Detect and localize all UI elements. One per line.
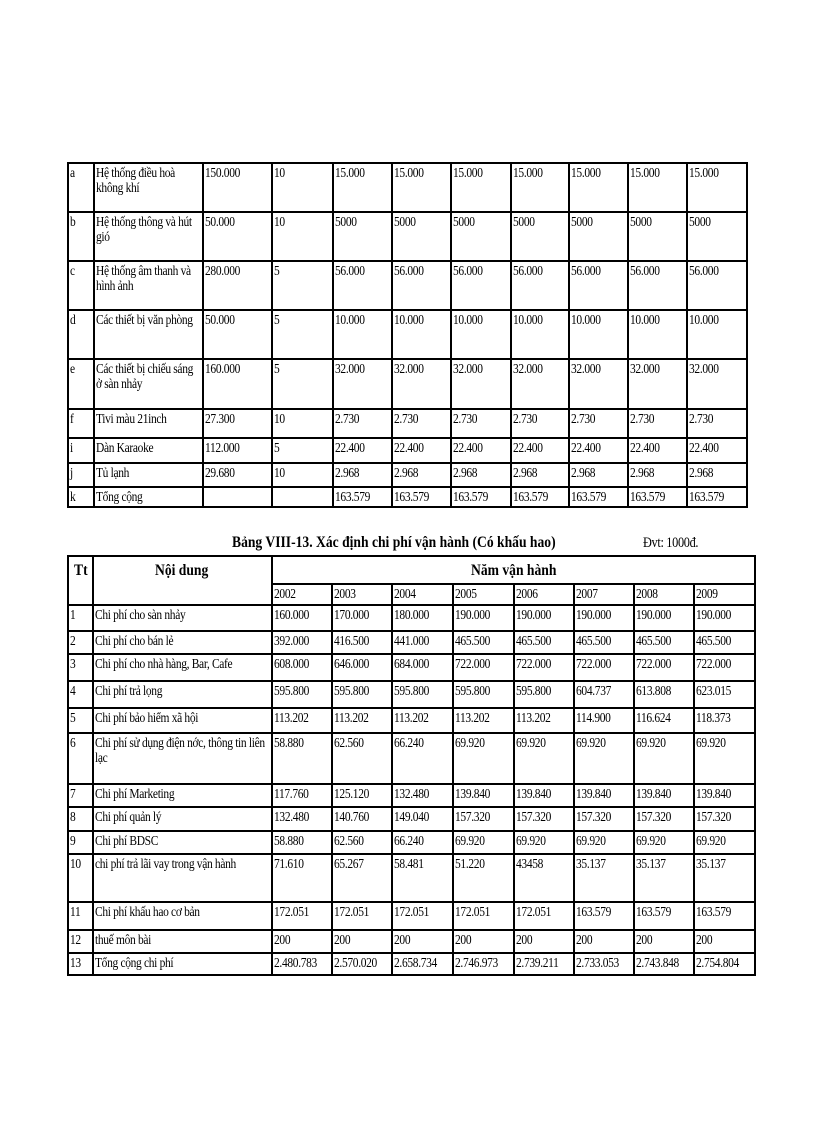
table-cell: 62.560 — [334, 834, 364, 849]
table-cell: 2.739.211 — [516, 956, 559, 971]
table-cell: 2.730 — [453, 412, 478, 427]
table-cell: 139.840 — [696, 787, 732, 802]
table-cell: 2.968 — [571, 466, 596, 481]
row-label: thuế môn bài — [95, 933, 152, 948]
table-cell: 2.754.804 — [696, 956, 739, 971]
table-cell: 595.800 — [334, 684, 370, 699]
row-label: Chi phí sử dụng điện nớc, thông tin liên lạc — [95, 736, 265, 766]
grid-line — [67, 358, 748, 360]
table-cell: 1 — [70, 608, 76, 623]
table-cell: 2 — [70, 634, 76, 649]
table-cell: 12 — [70, 933, 81, 948]
grid-line — [67, 408, 748, 410]
column-header-content: Nội dung — [155, 562, 209, 579]
row-label: Các thiết bị văn phòng — [96, 313, 193, 328]
table-cell: 2.968 — [335, 466, 360, 481]
table-cell: 10.000 — [335, 313, 365, 328]
grid-line — [391, 162, 393, 508]
table-cell: 190.000 — [516, 608, 552, 623]
table-cell: 646.000 — [334, 657, 370, 672]
table-cell: 157.320 — [455, 810, 491, 825]
table-cell: 10 — [274, 166, 285, 181]
table-cell: 69.920 — [516, 834, 546, 849]
table-cell: 2.730 — [513, 412, 538, 427]
table-cell: 15.000 — [689, 166, 719, 181]
table-cell: 62.560 — [334, 736, 364, 751]
table-cell: 190.000 — [636, 608, 672, 623]
table-cell: 465.500 — [636, 634, 672, 649]
table-cell: 139.840 — [455, 787, 491, 802]
table-cell: 56.000 — [630, 264, 660, 279]
table-cell: 11 — [70, 905, 81, 920]
table-cell: 15.000 — [630, 166, 660, 181]
grid-line — [510, 162, 512, 508]
table-cell: 163.579 — [571, 490, 607, 505]
table-cell: 3 — [70, 657, 76, 672]
table-cell: i — [70, 441, 73, 456]
table-cell: 15.000 — [335, 166, 365, 181]
table-cell: 172.051 — [334, 905, 370, 920]
row-label: Tủ lạnh — [96, 466, 130, 481]
table-cell: 280.000 — [205, 264, 241, 279]
table-cell: 140.760 — [334, 810, 370, 825]
table-cell: 595.800 — [516, 684, 552, 699]
table-cell: 190.000 — [576, 608, 612, 623]
grid-line — [67, 506, 748, 508]
year-header: 2006 — [516, 587, 538, 602]
table-cell: 160.000 — [205, 362, 241, 377]
grid-line — [67, 974, 756, 976]
grid-line — [391, 583, 393, 976]
grid-line — [67, 462, 748, 464]
table-cell: 7 — [70, 787, 76, 802]
grid-line — [754, 555, 756, 976]
table-cell: 56.000 — [394, 264, 424, 279]
row-label: Hệ thống thông và hút gió — [96, 215, 192, 245]
table-cell: 4 — [70, 684, 76, 699]
table-cell: 200 — [516, 933, 533, 948]
grid-line — [67, 952, 756, 954]
table-cell: 595.800 — [455, 684, 491, 699]
table-cell: 2.730 — [689, 412, 714, 427]
table-cell: 5000 — [335, 215, 357, 230]
table-cell: 116.624 — [636, 711, 671, 726]
table-cell: j — [70, 466, 73, 481]
table-cell: 5000 — [513, 215, 535, 230]
table-cell: 69.920 — [516, 736, 546, 751]
row-label: Chi phí trả lọng — [95, 684, 163, 699]
table-cell: 71.610 — [274, 857, 304, 872]
table-cell: 139.840 — [636, 787, 672, 802]
table-cell: 10.000 — [513, 313, 543, 328]
table-cell: 65.267 — [334, 857, 364, 872]
table-cell: 66.240 — [394, 834, 424, 849]
table-cell: 465.500 — [455, 634, 491, 649]
table-cell: 15.000 — [513, 166, 543, 181]
table-cell: 113.202 — [394, 711, 429, 726]
table-cell: 10.000 — [453, 313, 483, 328]
grid-line — [573, 583, 575, 976]
table-cell: 180.000 — [394, 608, 430, 623]
table-cell: 684.000 — [394, 657, 430, 672]
row-label: Chi phí Marketing — [95, 787, 175, 802]
table-cell: 10.000 — [394, 313, 424, 328]
row-label: Chi phí quản lý — [95, 810, 162, 825]
grid-line — [746, 162, 748, 508]
table-cell: 722.000 — [516, 657, 552, 672]
table-cell: 10 — [70, 857, 81, 872]
table-cell: 163.579 — [394, 490, 430, 505]
table-cell: 15.000 — [571, 166, 601, 181]
year-header: 2007 — [576, 587, 598, 602]
table-cell: 32.000 — [394, 362, 424, 377]
unit-label: Đvt: 1000đ. — [643, 535, 699, 551]
table-cell: 160.000 — [274, 608, 310, 623]
table-cell: 113.202 — [334, 711, 369, 726]
year-header: 2008 — [636, 587, 658, 602]
table-cell: 10.000 — [571, 313, 601, 328]
grid-line — [633, 583, 635, 976]
table-cell: 172.051 — [394, 905, 430, 920]
table-cell: 200 — [696, 933, 713, 948]
table-cell: 56.000 — [453, 264, 483, 279]
table-cell: 722.000 — [576, 657, 612, 672]
table-cell: 157.320 — [576, 810, 612, 825]
grid-line — [271, 555, 273, 976]
table-cell: 157.320 — [696, 810, 732, 825]
table-cell: 608.000 — [274, 657, 310, 672]
table-cell: 112.000 — [205, 441, 240, 456]
table-cell: 157.320 — [636, 810, 672, 825]
table-cell: 5 — [274, 441, 280, 456]
table-cell: 2.968 — [630, 466, 655, 481]
table-cell: 5000 — [630, 215, 652, 230]
table-cell: 190.000 — [455, 608, 491, 623]
year-header: 2003 — [334, 587, 356, 602]
table-cell: 69.920 — [696, 834, 726, 849]
table-cell: 69.920 — [576, 736, 606, 751]
table-cell: 35.137 — [576, 857, 606, 872]
grid-line — [67, 707, 756, 709]
table-cell: 170.000 — [334, 608, 370, 623]
table-cell: 22.400 — [335, 441, 365, 456]
table-cell: d — [70, 313, 76, 328]
table-cell: e — [70, 362, 75, 377]
table-cell: 2.968 — [689, 466, 714, 481]
table-cell: 69.920 — [696, 736, 726, 751]
grid-line — [67, 929, 756, 931]
column-header-tt: Tt — [74, 562, 88, 579]
grid-line — [67, 555, 69, 976]
table-cell: 2.480.783 — [274, 956, 317, 971]
table-cell: 56.000 — [335, 264, 365, 279]
table-cell: 2.658.734 — [394, 956, 437, 971]
row-label: Chi phí cho nhà hàng, Bar, Cafe — [95, 657, 233, 672]
table-cell: 613.808 — [636, 684, 672, 699]
table-cell: 22.400 — [571, 441, 601, 456]
grid-line — [568, 162, 570, 508]
table-cell: 200 — [334, 933, 351, 948]
table-cell: 69.920 — [576, 834, 606, 849]
grid-line — [331, 583, 333, 976]
table-cell: 2.968 — [513, 466, 538, 481]
table-cell: 27.300 — [205, 412, 235, 427]
row-label: Hệ thống âm thanh và hình ảnh — [96, 264, 191, 294]
year-header: 2009 — [696, 587, 718, 602]
table-cell: 58.481 — [394, 857, 424, 872]
table-cell: 2.730 — [630, 412, 655, 427]
table-cell: 56.000 — [513, 264, 543, 279]
grid-line — [67, 680, 756, 682]
row-label: Các thiết bị chiếu sáng ở sàn nhảy — [96, 362, 194, 392]
grid-line — [67, 437, 748, 439]
table-cell: 32.000 — [689, 362, 719, 377]
table-cell: 163.579 — [453, 490, 489, 505]
table-cell: 190.000 — [696, 608, 732, 623]
table-cell: 163.579 — [335, 490, 371, 505]
grid-line — [67, 853, 756, 855]
row-label: Tổng cộng — [96, 490, 143, 505]
table-cell: 595.800 — [394, 684, 430, 699]
table-cell: 200 — [576, 933, 593, 948]
table-cell: 15.000 — [394, 166, 424, 181]
table-cell: 416.500 — [334, 634, 370, 649]
table-cell: 113.202 — [516, 711, 551, 726]
row-label: Chi phí bảo hiểm xã hội — [95, 711, 199, 726]
table-cell: 10.000 — [689, 313, 719, 328]
table-cell: 8 — [70, 810, 76, 825]
table-cell: 172.051 — [274, 905, 310, 920]
table-cell: 50.000 — [205, 313, 235, 328]
year-header: 2002 — [274, 587, 296, 602]
grid-line — [693, 583, 695, 976]
table-cell: 69.920 — [455, 736, 485, 751]
table-cell: 722.000 — [455, 657, 491, 672]
table-cell: 118.373 — [696, 711, 731, 726]
grid-line — [67, 555, 756, 557]
grid-line — [67, 309, 748, 311]
table-cell: b — [70, 215, 76, 230]
table-cell: 50.000 — [205, 215, 235, 230]
table-cell: 22.400 — [453, 441, 483, 456]
row-label: Dàn Karaoke — [96, 441, 154, 456]
table-cell: 200 — [394, 933, 411, 948]
table-cell: 2.968 — [453, 466, 478, 481]
table-cell: 32.000 — [630, 362, 660, 377]
table-cell: 157.320 — [516, 810, 552, 825]
row-label: Chi phí BDSC — [95, 834, 159, 849]
table-cell: 66.240 — [394, 736, 424, 751]
grid-line — [92, 555, 94, 976]
table-cell: 69.920 — [636, 736, 666, 751]
grid-line — [67, 211, 748, 213]
grid-line — [67, 901, 756, 903]
table-cell: 69.920 — [455, 834, 485, 849]
table-cell: 35.137 — [696, 857, 726, 872]
grid-line — [271, 162, 273, 508]
table-cell: 200 — [455, 933, 472, 948]
table-cell: 2.743.848 — [636, 956, 679, 971]
table-cell: 2.730 — [394, 412, 419, 427]
table-cell: a — [70, 166, 75, 181]
table-cell: 51.220 — [455, 857, 485, 872]
table-cell: 163.579 — [513, 490, 549, 505]
table-cell: 13 — [70, 956, 81, 971]
table-cell: 172.051 — [516, 905, 552, 920]
table-cell: 69.920 — [636, 834, 666, 849]
table-cell: 43458 — [516, 857, 544, 872]
table-cell: 465.500 — [516, 634, 552, 649]
grid-line — [67, 732, 756, 734]
table-cell: 200 — [636, 933, 653, 948]
grid-line — [67, 162, 69, 508]
table-cell: 163.579 — [630, 490, 666, 505]
table-cell: 5 — [70, 711, 76, 726]
table-cell: 22.400 — [513, 441, 543, 456]
table-cell: 139.840 — [516, 787, 552, 802]
grid-line — [452, 583, 454, 976]
table-cell: 22.400 — [394, 441, 424, 456]
grid-line — [686, 162, 688, 508]
table-cell: 5000 — [571, 215, 593, 230]
year-header: 2004 — [394, 587, 416, 602]
table-cell: 10 — [274, 412, 285, 427]
grid-line — [513, 583, 515, 976]
grid-line — [67, 486, 748, 488]
table-cell: 172.051 — [455, 905, 491, 920]
table-cell: 10.000 — [630, 313, 660, 328]
table-cell: 9 — [70, 834, 76, 849]
table-cell: 32.000 — [571, 362, 601, 377]
table-cell: 58.880 — [274, 834, 304, 849]
table-cell: 132.480 — [274, 810, 310, 825]
table-cell: 150.000 — [205, 166, 241, 181]
table-cell: 5 — [274, 264, 280, 279]
table-cell: 6 — [70, 736, 76, 751]
table-cell: 114.900 — [576, 711, 611, 726]
table-cell: 56.000 — [689, 264, 719, 279]
grid-line — [67, 653, 756, 655]
grid-line — [627, 162, 629, 508]
table-cell: 392.000 — [274, 634, 310, 649]
table-cell: 22.400 — [630, 441, 660, 456]
table-cell: 32.000 — [453, 362, 483, 377]
table-cell: 117.760 — [274, 787, 309, 802]
table-cell: 623.015 — [696, 684, 732, 699]
table-cell: 58.880 — [274, 736, 304, 751]
table-cell: c — [70, 264, 75, 279]
grid-line — [450, 162, 452, 508]
table-cell: 29.680 — [205, 466, 235, 481]
table-cell: 139.840 — [576, 787, 612, 802]
table-cell: 604.737 — [576, 684, 612, 699]
row-label: Chi phí cho bán lẻ — [95, 634, 174, 649]
table-cell: 10 — [274, 466, 285, 481]
table-cell: 5000 — [394, 215, 416, 230]
table-cell: 200 — [274, 933, 291, 948]
table-cell: 113.202 — [455, 711, 490, 726]
table-cell: 722.000 — [696, 657, 732, 672]
table-cell: 163.579 — [636, 905, 672, 920]
table-cell: 465.500 — [576, 634, 612, 649]
grid-line — [67, 630, 756, 632]
table-cell: 441.000 — [394, 634, 430, 649]
row-label: chi phí trả lãi vay trong vận hành — [95, 857, 236, 872]
table-cell: 5000 — [689, 215, 711, 230]
table-cell: 125.120 — [334, 787, 370, 802]
table-cell: f — [70, 412, 74, 427]
table-cell: 595.800 — [274, 684, 310, 699]
grid-line — [93, 162, 95, 508]
table-cell: 5 — [274, 362, 280, 377]
row-label: Tổng cộng chi phí — [95, 956, 174, 971]
table-cell: 15.000 — [453, 166, 483, 181]
table-cell: 465.500 — [696, 634, 732, 649]
grid-line — [67, 806, 756, 808]
table-cell: 2.730 — [335, 412, 360, 427]
table-cell: 113.202 — [274, 711, 309, 726]
table-cell: 22.400 — [689, 441, 719, 456]
table-cell: 5000 — [453, 215, 475, 230]
table-cell: 2.968 — [394, 466, 419, 481]
table-cell: 149.040 — [394, 810, 430, 825]
table-cell: 163.579 — [696, 905, 732, 920]
table-cell: 5 — [274, 313, 280, 328]
table-cell: 35.137 — [636, 857, 666, 872]
grid-line — [67, 783, 756, 785]
row-label: Chi phí khấu hao cơ bản — [95, 905, 200, 920]
table-cell: 56.000 — [571, 264, 601, 279]
table-cell: 2.733.053 — [576, 956, 619, 971]
table-cell: 722.000 — [636, 657, 672, 672]
grid-line — [67, 260, 748, 262]
grid-line — [67, 162, 748, 164]
grid-line — [332, 162, 334, 508]
grid-line — [202, 162, 204, 508]
row-label: Hệ thống điều hoà không khí — [96, 166, 175, 196]
table-cell: 132.480 — [394, 787, 430, 802]
table-cell: 2.730 — [571, 412, 596, 427]
year-header: 2005 — [455, 587, 477, 602]
table-cell: 163.579 — [689, 490, 725, 505]
row-label: Chi phí cho sàn nhảy — [95, 608, 186, 623]
table-title: Bảng VIII-13. Xác định chi phí vận hành (Có khấu hao) — [232, 534, 556, 551]
table-cell: 32.000 — [335, 362, 365, 377]
table-cell: 2.746.973 — [455, 956, 498, 971]
table-cell: 32.000 — [513, 362, 543, 377]
table-cell: k — [70, 490, 76, 505]
table-cell: 2.570.020 — [334, 956, 377, 971]
grid-line — [67, 604, 756, 606]
column-header-years: Năm vận hành — [471, 562, 557, 579]
table-cell: 163.579 — [576, 905, 612, 920]
row-label: Tivi màu 21inch — [96, 412, 167, 427]
table-cell: 10 — [274, 215, 285, 230]
grid-line — [67, 830, 756, 832]
